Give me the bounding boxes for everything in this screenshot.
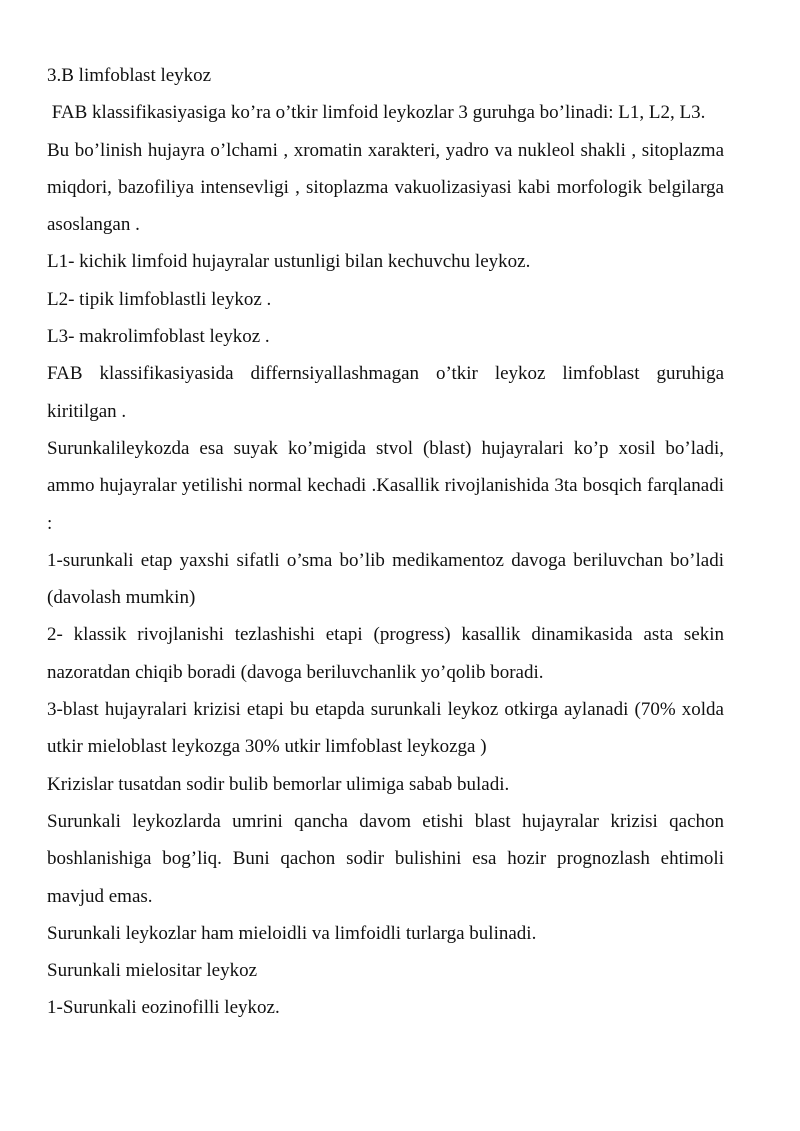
paragraph-l1: L1- kichik limfoid hujayralar ustunligi bilan kechuvchu leykoz. bbox=[47, 251, 531, 273]
paragraph-prognosis: Surunkali leykozlarda umrini qancha davom etishi blast hujayralar krizisi qachon boshlanishiga bog’liq. Buni qachon sodir bulishini esa hozir prognozlash ehtimoli mavjud emas. bbox=[47, 810, 729, 907]
paragraph-crises: Krizislar tusatdan sodir bulib bemorlar ulimiga sabab buladi. bbox=[47, 773, 510, 795]
paragraph-stage-3: 3-blast hujayralari krizisi etapi bu etapda surunkali leykoz otkirga aylanadi (70% xolda utkir mieloblast leykozga 30% utkir limfoblast leykozga ) bbox=[47, 699, 729, 758]
document-page bbox=[47, 57, 729, 1027]
paragraph-l3: L3- makrolimfoblast leykoz . bbox=[47, 326, 270, 348]
paragraph-stage-2: 2- klassik rivojlanishi tezlashishi etapi (progress) kasallik dinamikasida asta sekin nazoratdan chiqib boradi (davoga beriluvchanlik yo’qolib boradi. bbox=[47, 624, 729, 683]
section-heading: 3.B limfoblast leykoz bbox=[47, 65, 212, 86]
paragraph-myelocytic-heading: Surunkali mielositar leykoz bbox=[47, 960, 258, 982]
paragraph-l2: L2- tipik limfoblastli leykoz . bbox=[47, 288, 272, 310]
paragraph-eosinophilic: 1-Surunkali eozinofilli leykoz. bbox=[47, 997, 280, 1019]
paragraph-fab-undifferentiated: FAB klassifikasiyasida differnsiyallashmagan o’tkir leykoz limfoblast guruhiga kiritilgan . bbox=[47, 363, 729, 422]
paragraph-stage-1: 1-surunkali etap yaxshi sifatli o’sma bo’lib medikamentoz davoga beriluvchan bo’ladi (davolash mumkin) bbox=[47, 549, 729, 609]
paragraph-types: Surunkali leykozlar ham mieloidli va limfoidli turlarga bulinadi. bbox=[47, 922, 537, 944]
paragraph-fab-groups: FAB klassifikasiyasiga ko’ra o’tkir limfoid leykozlar 3 guruhga bo’linadi: L1, L2, L3. bbox=[47, 102, 706, 124]
paragraph-chronic-leukemia: Surunkalileykozda esa suyak ko’migida stvol (blast) hujayralari ko’p xosil bo’ladi, ammo hujayralar yetilishi normal kechadi .Kasallik rivojlanishida 3ta bosqich farqlanadi : bbox=[47, 437, 729, 534]
paragraph-classification-basis: Bu bo’linish hujayra o’lchami , xromatin xarakteri, yadro va nukleol shakli , sitoplazma miqdori, bazofiliya intensevligi , sitoplazma vakuolizasiyasi kabi morfologik belgilarga asoslangan . bbox=[47, 139, 729, 236]
